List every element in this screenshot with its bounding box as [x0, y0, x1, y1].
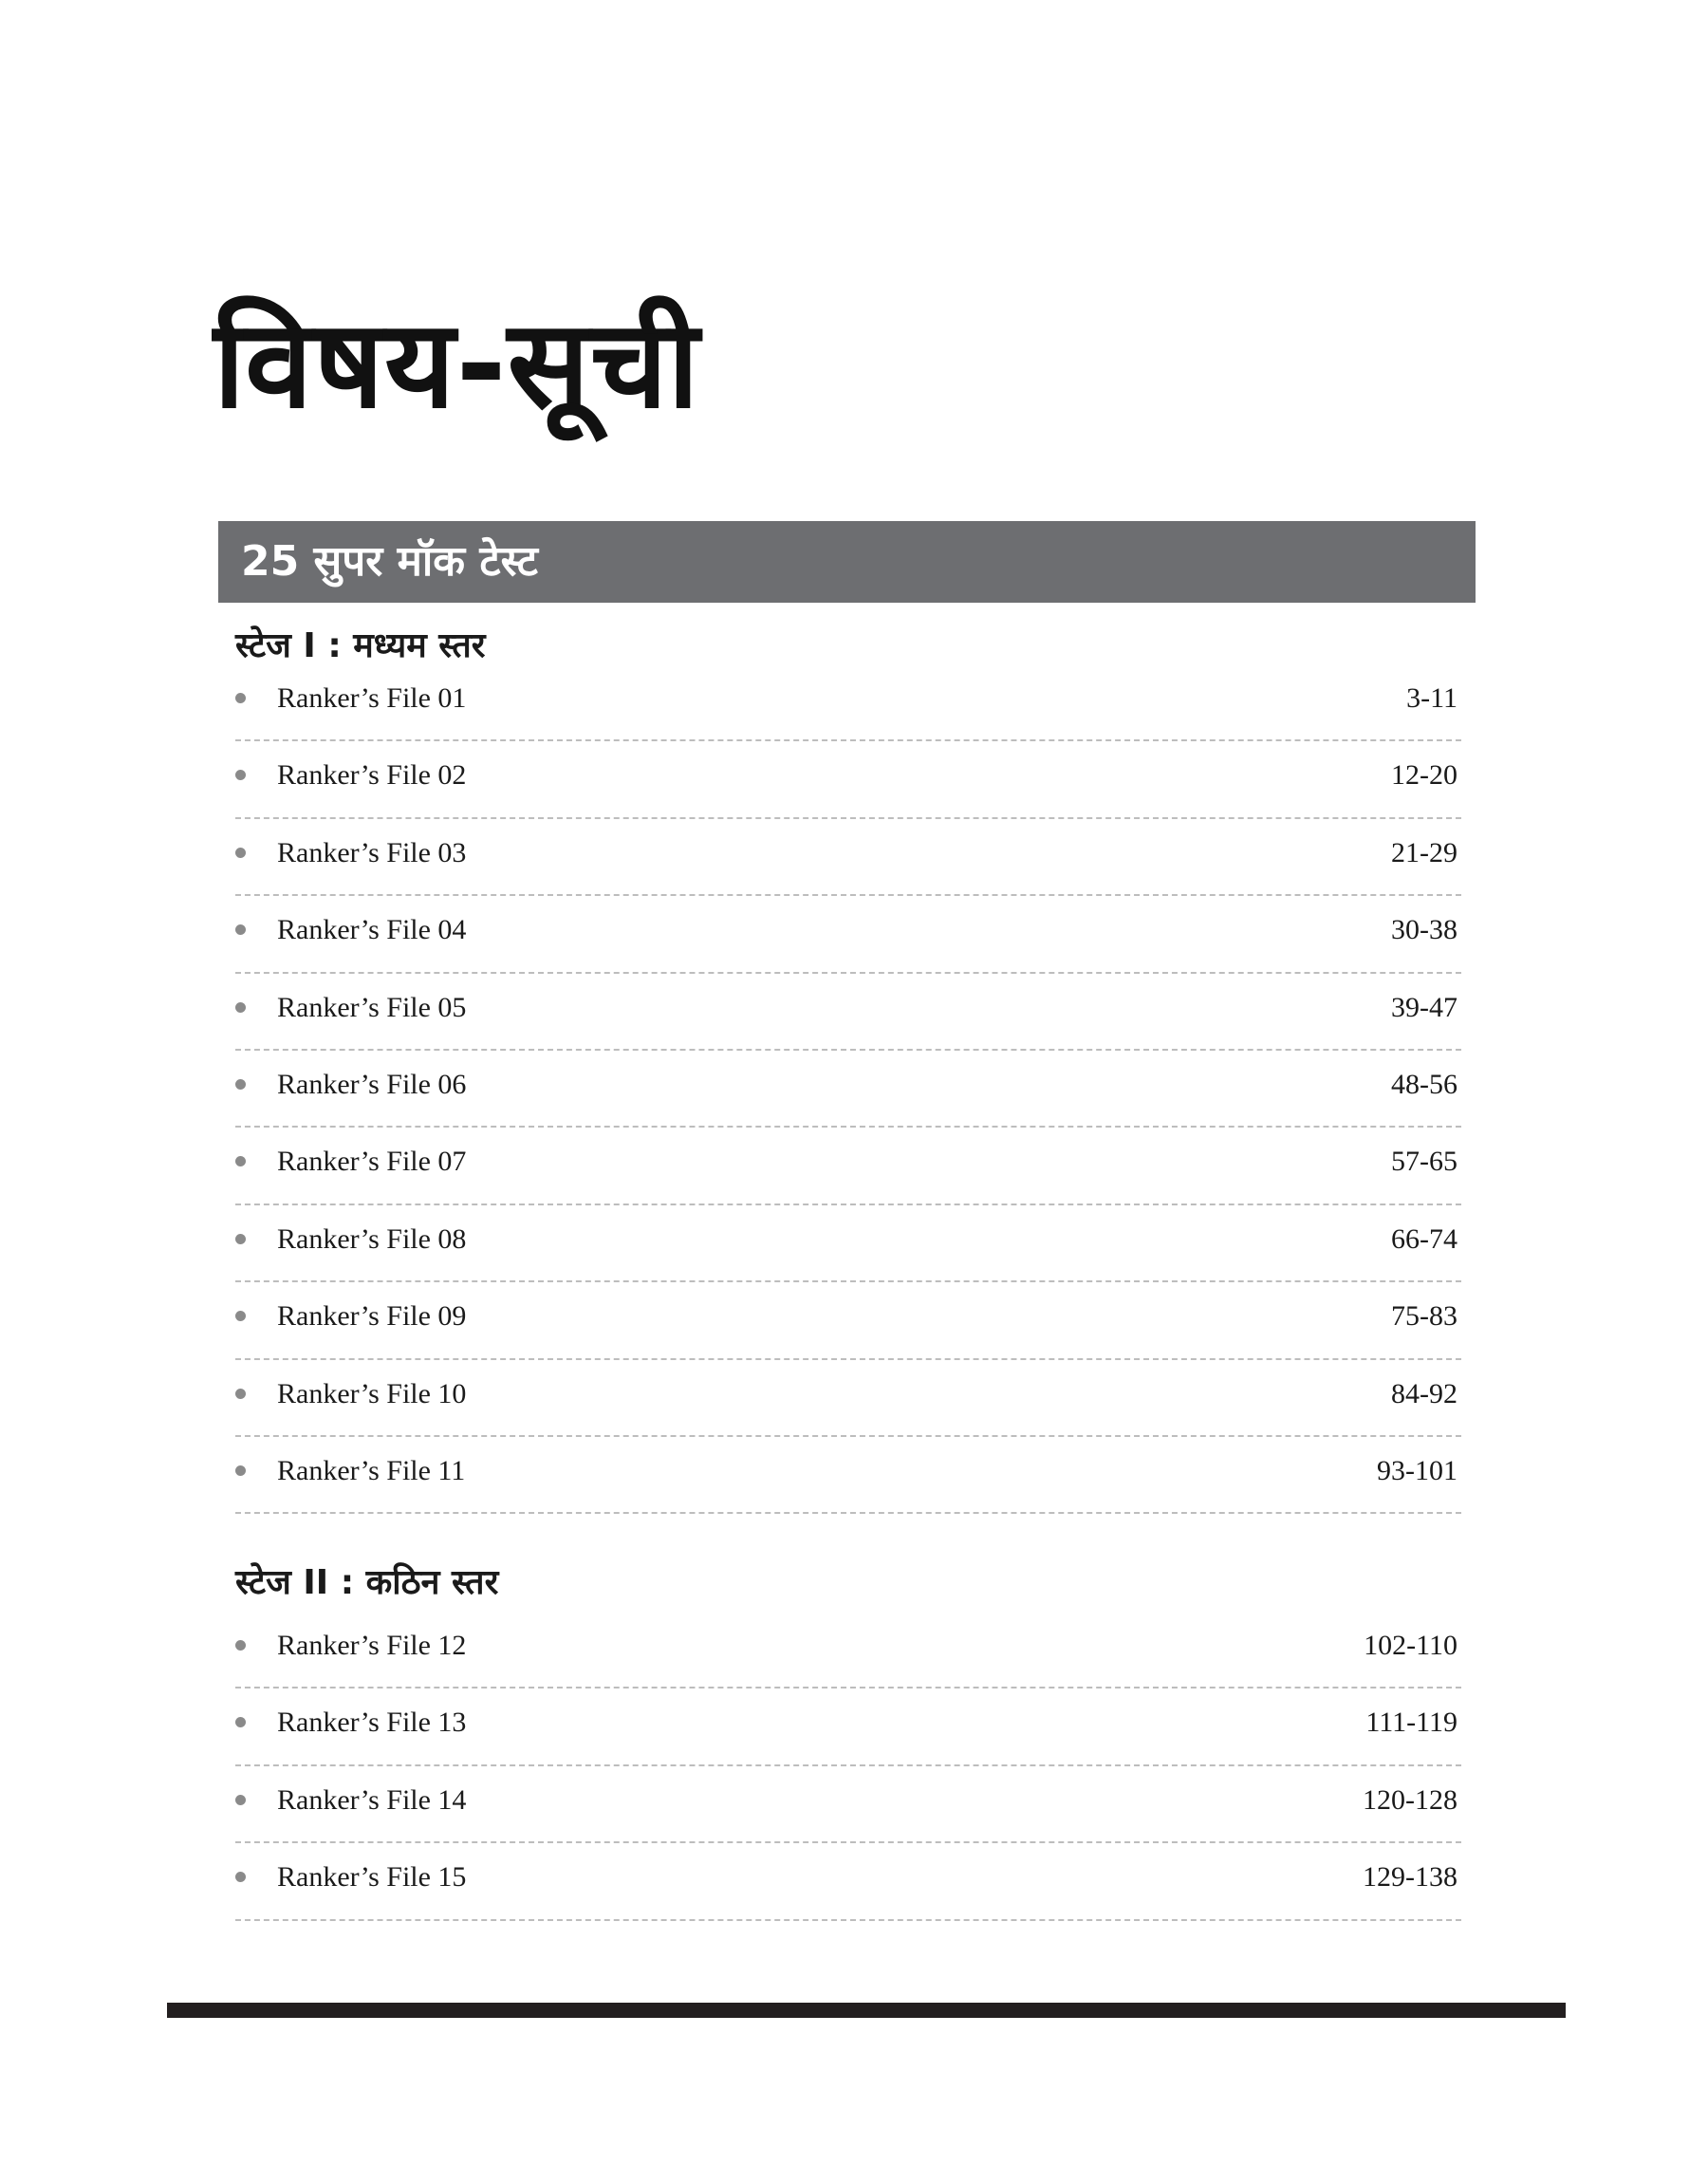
- toc-entry-label: Ranker’s File 14: [277, 1783, 467, 1816]
- toc-entry-label: Ranker’s File 08: [277, 1222, 467, 1255]
- toc-entry-label: Ranker’s File 10: [277, 1377, 467, 1409]
- section-banner: 25 सुपर मॉक टेस्ट: [218, 521, 1476, 603]
- toc-row[interactable]: [235, 896, 1461, 973]
- toc-row[interactable]: [235, 1051, 1461, 1128]
- toc-page-range: 12-20: [1391, 759, 1457, 792]
- stage-1-heading: स्टेज I : मध्यम स्तर: [235, 626, 486, 665]
- toc-page-range: 84-92: [1391, 1377, 1457, 1409]
- bullet-icon: [235, 693, 246, 703]
- toc-entry-label: Ranker’s File 11: [277, 1454, 466, 1486]
- toc-row[interactable]: [235, 741, 1461, 818]
- bullet-icon: [235, 1717, 246, 1727]
- toc-page-range: 102-110: [1364, 1630, 1457, 1661]
- toc-row[interactable]: [235, 974, 1461, 1051]
- bullet-icon: [235, 1156, 246, 1166]
- toc-row[interactable]: [235, 1282, 1461, 1359]
- toc-page-range: 93-101: [1377, 1454, 1457, 1486]
- bullet-icon: [235, 1872, 246, 1882]
- bullet-icon: [235, 1002, 246, 1013]
- bullet-icon: [235, 1079, 246, 1090]
- stage-2-list: [235, 1612, 1461, 1921]
- toc-entry-label: Ranker’s File 02: [277, 759, 467, 792]
- bullet-icon: [235, 1465, 246, 1476]
- toc-page-range: 66-74: [1391, 1222, 1457, 1255]
- toc-row[interactable]: [235, 1843, 1461, 1920]
- bullet-icon: [235, 1234, 246, 1244]
- toc-page-range: 129-138: [1363, 1861, 1457, 1894]
- stage-2-heading: स्टेज II : कठिन स्तर: [235, 1563, 499, 1602]
- toc-row[interactable]: [235, 664, 1461, 741]
- footer-rule: [167, 2003, 1566, 2018]
- toc-row[interactable]: [235, 1360, 1461, 1437]
- toc-entry-label: Ranker’s File 04: [277, 914, 467, 946]
- toc-entry-label: Ranker’s File 05: [277, 991, 467, 1023]
- toc-entry-label: Ranker’s File 06: [277, 1068, 467, 1100]
- toc-entry-label: Ranker’s File 09: [277, 1300, 467, 1333]
- toc-row[interactable]: [235, 1205, 1461, 1282]
- bullet-icon: [235, 1389, 246, 1399]
- bullet-icon: [235, 1311, 246, 1321]
- toc-page-range: 120-128: [1363, 1783, 1457, 1816]
- toc-entry-label: Ranker’s File 01: [277, 682, 467, 714]
- toc-row[interactable]: [235, 1689, 1461, 1765]
- toc-row[interactable]: [235, 1766, 1461, 1843]
- toc-entry-label: Ranker’s File 12: [277, 1630, 467, 1661]
- toc-page-range: 21-29: [1391, 836, 1457, 868]
- bullet-icon: [235, 1795, 246, 1805]
- bullet-icon: [235, 848, 246, 858]
- bullet-icon: [235, 770, 246, 780]
- toc-page-range: 3-11: [1406, 682, 1457, 714]
- toc-row[interactable]: [235, 1437, 1461, 1514]
- toc-page-range: 39-47: [1391, 991, 1457, 1023]
- page-title: विषय-सूची: [214, 294, 700, 436]
- toc-entry-label: Ranker’s File 03: [277, 836, 467, 868]
- stage-1-list: [235, 664, 1461, 1514]
- toc-entry-label: Ranker’s File 15: [277, 1861, 467, 1894]
- toc-page-range: 57-65: [1391, 1146, 1457, 1178]
- toc-page-range: 75-83: [1391, 1300, 1457, 1333]
- toc-page-range: 30-38: [1391, 914, 1457, 946]
- toc-row[interactable]: [235, 1128, 1461, 1204]
- toc-entry-label: Ranker’s File 07: [277, 1146, 467, 1178]
- toc-row[interactable]: [235, 819, 1461, 896]
- bullet-icon: [235, 1640, 246, 1651]
- toc-row[interactable]: [235, 1612, 1461, 1689]
- toc-page-range: 111-119: [1365, 1707, 1457, 1739]
- toc-entry-label: Ranker’s File 13: [277, 1707, 467, 1739]
- bullet-icon: [235, 924, 246, 935]
- toc-page-range: 48-56: [1391, 1068, 1457, 1100]
